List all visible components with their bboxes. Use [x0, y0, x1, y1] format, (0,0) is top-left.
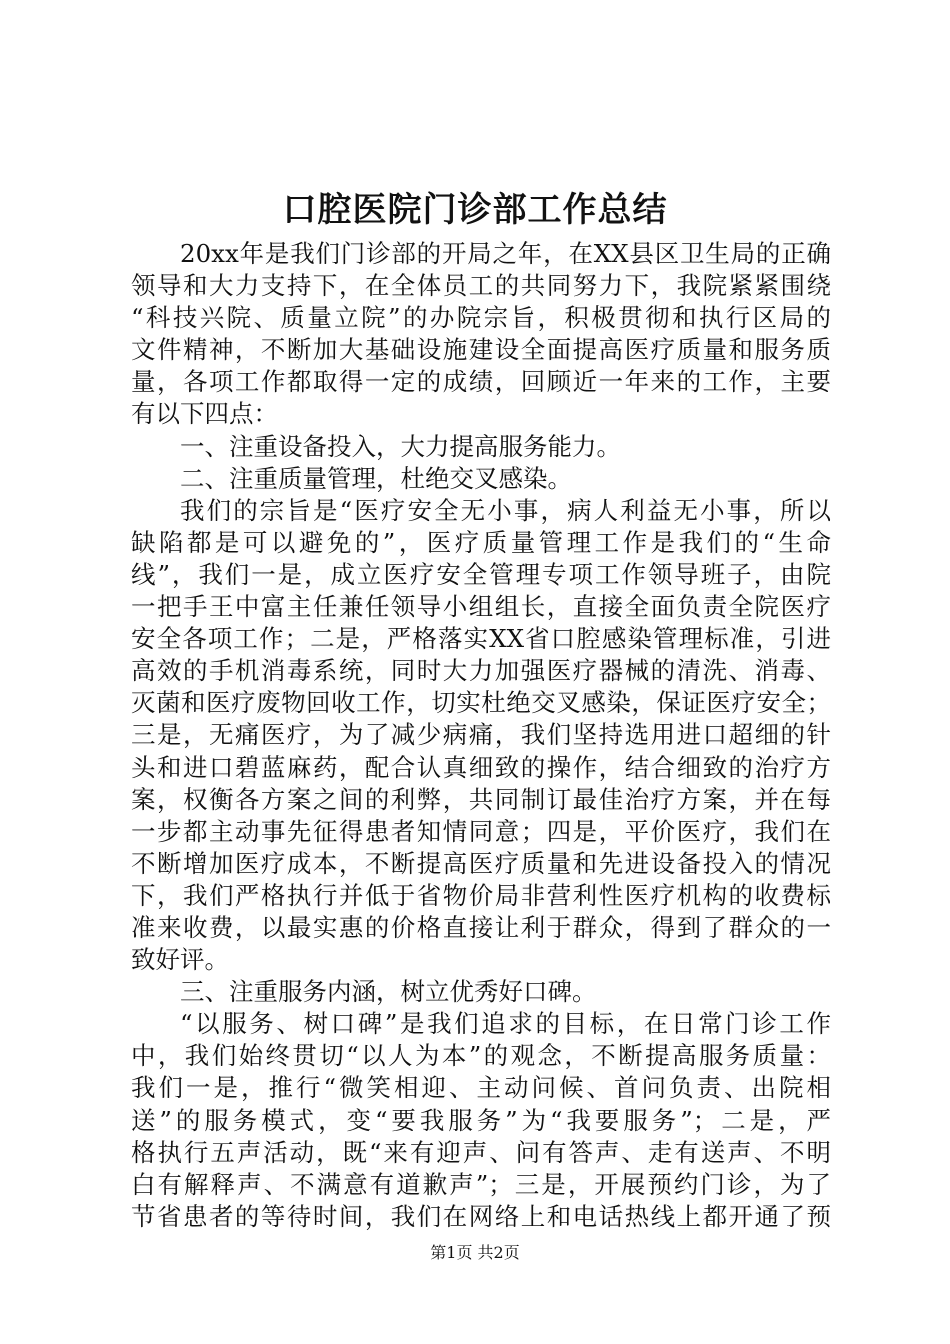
- text-line: 灭菌和医疗废物回收工作，切实杜绝交叉感染，保证医疗安全；: [131, 688, 831, 718]
- text-line: 有以下四点：: [131, 399, 278, 429]
- text-line: 文件精神，不断加大基础设施建设全面提高医疗质量和服务质: [131, 335, 831, 365]
- document-body: [131, 238, 831, 1233]
- text-line: 线”，我们一是，成立医疗安全管理专项工作领导班子，由院: [131, 559, 831, 589]
- text-line: 中，我们始终贯切“以人为本”的观念，不断提高服务质量：: [131, 1041, 831, 1071]
- text-line: 送”的服务模式，变“要我服务”为“我要服务”；二是，严: [131, 1105, 831, 1135]
- text-line: 准来收费，以最实惠的价格直接让利于群众，得到了群众的一: [131, 912, 831, 942]
- text-line: 二、注重质量管理，杜绝交叉感染。: [180, 463, 572, 493]
- text-line: 案，权衡各方案之间的利弊，共同制订最佳治疗方案，并在每: [131, 784, 831, 814]
- text-line: 白有解释声、不满意有道歉声”；三是，开展预约门诊，为了: [131, 1169, 831, 1199]
- text-line: “科技兴院、质量立院”的办院宗旨，积极贯彻和执行区局的: [131, 303, 831, 333]
- text-line: 量，各项工作都取得一定的成绩，回顾近一年来的工作，主要: [131, 367, 831, 397]
- text-line: 头和进口碧蓝麻药，配合认真细致的操作，结合细致的治疗方: [131, 752, 831, 782]
- text-line: 三是，无痛医疗，为了减少病痛，我们坚持选用进口超细的针: [131, 720, 831, 750]
- text-line: 我们一是，推行“微笑相迎、主动问候、首问负责、出院相: [131, 1073, 831, 1103]
- text-line: 一、注重设备投入，大力提高服务能力。: [180, 431, 621, 461]
- text-line: 节省患者的等待时间，我们在网络上和电话热线上都开通了预: [131, 1201, 831, 1231]
- document-title: 口腔医院门诊部工作总结: [282, 190, 668, 230]
- text-line: 格执行五声活动，既“来有迎声、问有答声、走有送声、不明: [131, 1137, 831, 1167]
- text-line: 20xx年是我们门诊部的开局之年，在XX县区卫生局的正确: [180, 239, 831, 268]
- text-line: 我们的宗旨是“医疗安全无小事，病人利益无小事，所以: [180, 495, 831, 525]
- text-line: 缺陷都是可以避免的”，医疗质量管理工作是我们的“生命: [131, 527, 831, 557]
- text-line: 下，我们严格执行并低于省物价局非营利性医疗机构的收费标: [131, 880, 831, 910]
- text-line: 安全各项工作；二是，严格落实XX省口腔感染管理标准，引进: [131, 624, 831, 654]
- text-line: 一把手王中富主任兼任领导小组组长，直接全面负责全院医疗: [131, 592, 831, 622]
- text-line: “以服务、树口碑”是我们追求的目标，在日常门诊工作: [180, 1009, 831, 1039]
- text-line: 领导和大力支持下，在全体员工的共同努力下，我院紧紧围绕: [131, 271, 831, 301]
- text-line: 不断增加医疗成本，不断提高医疗质量和先进设备投入的情况: [131, 848, 831, 878]
- text-line: 一步都主动事先征得患者知情同意；四是，平价医疗，我们在: [131, 816, 831, 846]
- text-line: 三、注重服务内涵，树立优秀好口碑。: [180, 977, 597, 1007]
- page-footer: 第1页 共2页: [430, 1243, 520, 1262]
- text-line: 高效的手机消毒系统，同时大力加强医疗器械的清洗、消毒、: [131, 656, 831, 686]
- text-line: 致好评。: [131, 945, 229, 975]
